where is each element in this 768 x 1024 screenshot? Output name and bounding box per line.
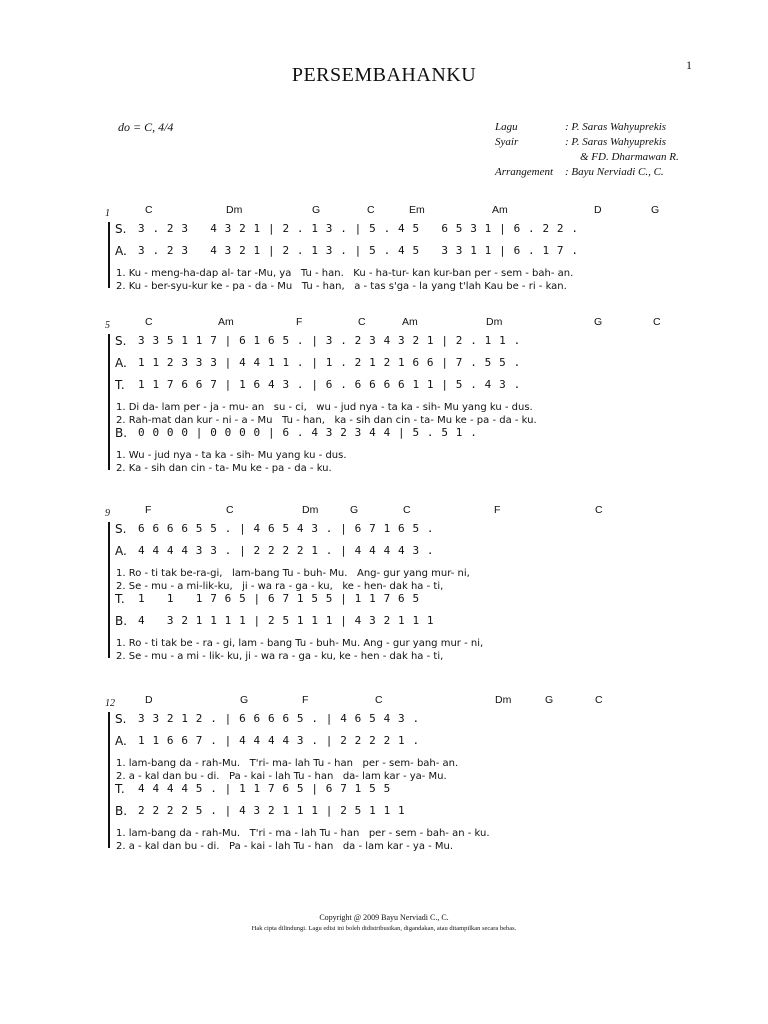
notation-line: 1 1 7 6 6 7 | 1 6 4 3 . | 6 . 6 6 6 6 1 1 | 5 . 4 3 . <box>138 378 521 391</box>
chord-symbol: Am <box>492 204 508 216</box>
lyric-line: 2. Se - mu - a mi - lik- ku, ji - wa ra - ga - ku, ke - hen - dak ha - ti, <box>116 651 444 662</box>
chord-symbol: C <box>595 504 603 516</box>
notation-line: 3 3 2 1 2 . | 6 6 6 6 5 . | 4 6 5 4 3 . <box>138 712 420 725</box>
notation-line: 3 . 2 3 4 3 2 1 | 2 . 1 3 . | 5 . 4 5 3 3 1 1 | 6 . 1 7 . <box>138 244 579 257</box>
lyric-line: 2. Se - mu - a mi-lik-ku, ji - wa ra - ga - ku, ke - hen- dak ha - ti, <box>116 581 444 592</box>
credit-label: Arrangement <box>495 166 554 178</box>
lyric-line: 2. Ku - ber-syu-kur ke - pa - da - Mu Tu - han, a - tas s'ga - la yang t'lah Kau be - ri - kan. <box>116 281 567 292</box>
voice-label: A. <box>115 734 127 748</box>
voice-label: S. <box>115 712 127 726</box>
chord-symbol: F <box>145 504 152 516</box>
voice-label: B. <box>115 804 128 818</box>
lyric-line: 2. Ka - sih dan cin - ta- Mu ke - pa - da - ku. <box>116 463 332 474</box>
voice-label: A. <box>115 244 127 258</box>
system-bracket <box>108 522 110 658</box>
chord-symbol: C <box>403 504 411 516</box>
page-number: 1 <box>686 58 692 72</box>
measure-number: 12 <box>105 698 115 709</box>
voice-label: T. <box>115 378 125 392</box>
measure-number: 9 <box>105 508 110 519</box>
system-bracket <box>108 222 110 288</box>
notation-line: 4 3 2 1 1 1 1 | 2 5 1 1 1 | 4 3 2 1 1 1 <box>138 614 435 627</box>
song-title: PERSEMBAHANKU <box>291 64 477 86</box>
lyric-line: 1. Di da- lam per - ja - mu- an su - ci, wu - jud nya - ta ka - sih- Mu yang ku - dus. <box>116 402 533 413</box>
notation-line: 6 6 6 6 5 5 . | 4 6 5 4 3 . | 6 7 1 6 5 . <box>138 522 435 535</box>
lyric-line: 2. a - kal dan bu - di. Pa - kai - lah Tu - han da - lam kar - ya - Mu. <box>116 841 454 852</box>
notation-line: 3 3 5 1 1 7 | 6 1 6 5 . | 3 . 2 3 4 3 2 1 | 2 . 1 1 . <box>138 334 521 347</box>
notation-line: 4 4 4 4 5 . | 1 1 7 6 5 | 6 7 1 5 5 <box>138 782 391 795</box>
chord-symbol: Am <box>218 316 234 328</box>
voice-label: S. <box>115 222 127 236</box>
lyric-line: 1. Wu - jud nya - ta ka - sih- Mu yang ku - dus. <box>116 450 347 461</box>
chord-symbol: G <box>312 204 321 216</box>
notation-line: 1 1 1 7 6 5 | 6 7 1 5 5 | 1 1 7 6 5 <box>138 592 420 605</box>
chord-symbol: G <box>545 694 554 706</box>
chord-symbol: G <box>240 694 249 706</box>
chord-symbol: C <box>226 504 234 516</box>
lyric-line: 1. Ku - meng-ha-dap al- tar -Mu, ya Tu - han. Ku - ha-tur- kan kur-ban per - sem - bah- an. <box>116 268 574 279</box>
chord-symbol: Dm <box>486 316 503 328</box>
chord-symbol: G <box>651 204 660 216</box>
measure-number: 5 <box>105 320 110 331</box>
chord-symbol: D <box>145 694 153 706</box>
chord-symbol: Dm <box>226 204 243 216</box>
chord-symbol: C <box>653 316 661 328</box>
notation-line: 4 4 4 4 3 3 . | 2 2 2 2 1 . | 4 4 4 4 3 . <box>138 544 435 557</box>
chord-symbol: Dm <box>302 504 319 516</box>
chord-symbol: D <box>594 204 602 216</box>
copyright-notice: Copyright @ 2009 Bayu Nerviadi C., C. <box>319 913 449 922</box>
chord-symbol: C <box>145 316 153 328</box>
notation-line: 1 1 2 3 3 3 | 4 4 1 1 . | 1 . 2 1 2 1 6 6 | 7 . 5 5 . <box>138 356 521 369</box>
chord-symbol: C <box>595 694 603 706</box>
voice-label: T. <box>115 782 125 796</box>
rights-notice: Hak cipta dilindungi. Lagu edisi ini boleh didistribusikan, digandakan, atau ditampilkan secara bebas. <box>251 925 517 932</box>
chord-symbol: C <box>358 316 366 328</box>
system-bracket <box>108 334 110 470</box>
chord-symbol: Am <box>402 316 418 328</box>
measure-number: 1 <box>105 208 110 219</box>
credit-value: : P. Saras Wahyuprekis <box>565 136 667 148</box>
chord-symbol: F <box>494 504 501 516</box>
voice-label: S. <box>115 522 127 536</box>
voice-label: A. <box>115 544 127 558</box>
credit-value: & FD. Dharmawan R. <box>580 151 679 163</box>
chord-symbol: C <box>367 204 375 216</box>
credit-label: Syair <box>495 136 519 148</box>
chord-symbol: F <box>296 316 303 328</box>
notation-line: 1 1 6 6 7 . | 4 4 4 4 3 . | 2 2 2 2 1 . <box>138 734 420 747</box>
voice-label: S. <box>115 334 127 348</box>
chord-symbol: C <box>375 694 383 706</box>
voice-label: B. <box>115 614 128 628</box>
system-bracket <box>108 712 110 848</box>
voice-label: B. <box>115 426 128 440</box>
lyric-line: 1. Ro - ti tak be - ra - gi, lam - bang Tu - buh- Mu. Ang - gur yang mur - ni, <box>116 638 484 649</box>
lyric-line: 1. lam-bang da - rah-Mu. T'ri- ma- lah Tu - han per - sem- bah- an. <box>116 758 459 769</box>
credit-value: : P. Saras Wahyuprekis <box>565 121 667 133</box>
chord-symbol: G <box>594 316 603 328</box>
key-signature: do = C, 4/4 <box>118 120 174 134</box>
chord-symbol: G <box>350 504 359 516</box>
lyric-line: 1. Ro - ti tak be-ra-gi, lam-bang Tu - buh- Mu. Ang- gur yang mur- ni, <box>116 568 470 579</box>
credit-label: Lagu <box>495 121 518 133</box>
chord-symbol: Em <box>409 204 425 216</box>
lyric-line: 2. a - kal dan bu - di. Pa - kai - lah Tu - han da- lam kar - ya- Mu. <box>116 771 447 782</box>
chord-symbol: Dm <box>495 694 512 706</box>
notation-line: 0 0 0 0 | 0 0 0 0 | 6 . 4 3 2 3 4 4 | 5 . 5 1 . <box>138 426 478 439</box>
chord-symbol: C <box>145 204 153 216</box>
notation-line: 3 . 2 3 4 3 2 1 | 2 . 1 3 . | 5 . 4 5 6 5 3 1 | 6 . 2 2 . <box>138 222 579 235</box>
credit-value: : Bayu Nerviadi C., C. <box>565 166 664 178</box>
voice-label: A. <box>115 356 127 370</box>
lyric-line: 2. Rah-mat dan kur - ni - a - Mu Tu - han, ka - sih dan cin - ta- Mu ke - pa - da - ku. <box>116 415 537 426</box>
voice-label: T. <box>115 592 125 606</box>
chord-symbol: F <box>302 694 309 706</box>
lyric-line: 1. lam-bang da - rah-Mu. T'ri - ma - lah Tu - han per - sem - bah- an - ku. <box>116 828 490 839</box>
notation-line: 2 2 2 2 5 . | 4 3 2 1 1 1 | 2 5 1 1 1 <box>138 804 406 817</box>
